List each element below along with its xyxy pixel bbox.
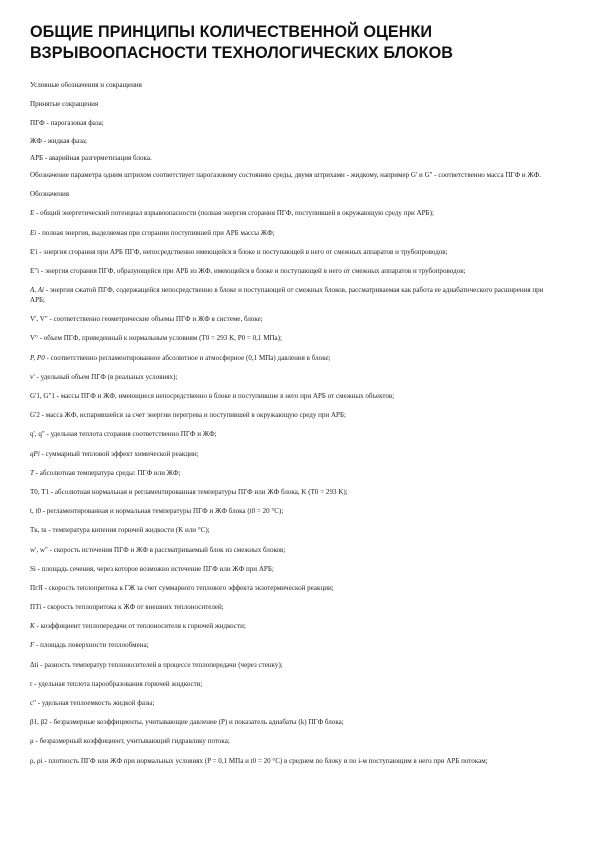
paragraph-text: G'1, G"1 - массы ПГФ и ЖФ, имеющиеся непосредственно в блоке и поступившие в него при АРБ от смежных объектов;	[30, 392, 395, 400]
notation-symbol: E	[30, 209, 35, 218]
document-paragraph	[30, 170, 559, 180]
paragraph-text: - полная энергия, выделяемая при сгорании поступившей при АРБ массы ЖФ;	[36, 228, 275, 237]
paragraph-text: - площадь поверхности теплообмена;	[34, 641, 149, 650]
paragraph-text: АРБ - аварийная разгерметизация блока.	[30, 153, 152, 162]
paragraph-text: q', q" - удельная теплота сгорания соответственно ПГФ и ЖФ;	[30, 430, 217, 439]
document-paragraph	[30, 525, 559, 535]
document-paragraph	[30, 189, 559, 199]
document-paragraph	[30, 583, 559, 593]
document-paragraph	[30, 266, 559, 276]
document-paragraph	[30, 353, 559, 363]
paragraph-text: - абсолютная температура среды: ПГФ или ЖФ;	[33, 468, 181, 477]
document-paragraph	[30, 679, 559, 689]
paragraph-text: r - удельная теплота парообразования горючей жидкости;	[30, 679, 203, 688]
paragraph-text: T0, T1 - абсолютная нормальная и регламентированная температуры ПГФ или ЖФ блока, K (T0 = 293 K);	[30, 487, 348, 496]
document-title	[30, 22, 559, 64]
paragraph-text: Обозначения	[30, 190, 70, 199]
paragraph-text: Tк, tк - температура кипения горючей жидкости (K или °C);	[30, 526, 210, 535]
paragraph-text: v' - удельный объем ПГФ (в реальных условиях);	[30, 372, 178, 381]
paragraph-text: G'2 - масса ЖФ, испарившейся за счет энергии перегрева и поступившей в окружающую среду при АРБ;	[30, 411, 346, 420]
document-paragraph	[30, 756, 559, 766]
document-paragraph	[30, 153, 559, 163]
notation-symbol: T	[30, 468, 34, 477]
document-paragraph	[30, 487, 559, 497]
notation-symbol: K	[30, 622, 35, 631]
document-paragraph	[30, 314, 559, 324]
document-paragraph	[30, 564, 559, 574]
notation-symbol: P, P0	[30, 353, 45, 362]
document-paragraph	[30, 621, 559, 631]
paragraph-text: - суммарный тепловой эффект химической реакции;	[39, 449, 199, 458]
document-body	[30, 80, 559, 766]
document-paragraph	[30, 602, 559, 612]
document-paragraph	[30, 429, 559, 439]
document-paragraph	[30, 285, 559, 305]
paragraph-text: ПгЯ - скорость теплопритока к ГЖ за счет суммарного теплового эффекта экзотермической реакции;	[30, 583, 334, 592]
paragraph-text: t, t0 - регламентированная и нормальная температуры ПГФ и ЖФ блока (t0 = 20 °C);	[30, 507, 284, 516]
document-paragraph	[30, 99, 559, 109]
paragraph-text: - соответственно регламентированное абсолютное и атмосферное (0,1 МПа) давления в блоке;	[44, 353, 331, 362]
paragraph-text: β1, β2 - безразмерные коэффициенты, учитывающие давление (P) и показатель адиабаты (k) ПГФ блока;	[30, 718, 344, 727]
document-paragraph	[30, 391, 559, 401]
paragraph-text: ρ, ρi - плотность ПГФ или ЖФ при нормальных условиях (P = 0,1 МПа и t0 = 20 °C) в среднем по блоку и по i-м поступающим в него при АРБ потокам;	[30, 756, 488, 765]
paragraph-text: ПТi - скорость теплопритока к ЖФ от внешних теплоносителей;	[30, 603, 224, 612]
document-paragraph	[30, 118, 559, 128]
paragraph-text: - коэффициент теплопередачи от теплоносителя к горючей жидкости;	[34, 622, 246, 631]
notation-symbol: Ei	[30, 228, 37, 237]
document-paragraph	[30, 372, 559, 382]
paragraph-text: Принятые сокращения	[30, 100, 99, 109]
document-paragraph	[30, 136, 559, 146]
notation-symbol: qPi	[30, 449, 40, 458]
document-paragraph	[30, 468, 559, 478]
paragraph-text: Обозначение параметра одним штрихом соответствует парогазовому состоянию среды, двумя штрихами - жидкому, например G' и G" - соответственно масса ПГФ и ЖФ.	[30, 170, 542, 179]
document-paragraph	[30, 717, 559, 727]
document-paragraph	[30, 660, 559, 670]
paragraph-text: Условные обозначения и сокращения	[30, 81, 142, 89]
document-paragraph	[30, 80, 559, 90]
paragraph-text: E'i - энергия сгорания при АРБ ПГФ, непосредственно имеющейся в блоке и поступающей в него от смежных аппаратов и трубопроводов;	[30, 247, 448, 256]
paragraph-text: - общий энергетический потенциал взрывоопасности (полная энергия сгорания ПГФ, поступившей в окружающую среду при АРБ);	[34, 209, 434, 218]
title-line-2: ВЗРЫВООПАСНОСТИ ТЕХНОЛОГИЧЕСКИХ БЛОКОВ	[30, 44, 453, 62]
paragraph-text: ПГФ - парогазовая фаза;	[30, 119, 104, 128]
paragraph-text: V', V" - соответственно геометрические объемы ПГФ и ЖФ в системе, блоке;	[30, 315, 263, 324]
paragraph-text: c" - удельная теплоемкость жидкой фазы;	[30, 699, 155, 707]
document-paragraph	[30, 208, 559, 218]
notation-symbol: F	[30, 641, 35, 650]
document-paragraph	[30, 640, 559, 650]
notation-symbol: A, Ai	[30, 286, 44, 295]
paragraph-text: Δti - разность температур теплоносителей в процессе теплопередачи (через стенку);	[30, 660, 283, 669]
paragraph-text: - энергия сжатой ПГФ, содержащейся непосредственно в блоке и поступающей от смежных блоков, рассматриваемая как работа ее адиабатического расширения при АРБ;	[30, 286, 544, 305]
document-paragraph	[30, 410, 559, 420]
paragraph-text: E"i - энергия сгорания ПГФ, образующейся при АРБ из ЖФ, имеющейся в блоке и поступающей в него от смежных аппаратов и трубопроводов;	[30, 266, 466, 275]
document-paragraph	[30, 698, 559, 708]
document-paragraph	[30, 247, 559, 257]
title-line-1: ОБЩИЕ ПРИНЦИПЫ КОЛИЧЕСТВЕННОЙ ОЦЕНКИ	[30, 23, 433, 41]
paragraph-text: V° - объем ПГФ, приведенный к нормальным условиям (T0 = 293 K, P0 = 0,1 МПа);	[30, 334, 282, 343]
document-paragraph	[30, 449, 559, 459]
document-paragraph	[30, 506, 559, 516]
document-paragraph	[30, 736, 559, 746]
paragraph-text: w', w" - скорость истечения ПГФ и ЖФ в рассматриваемый блок из смежных блоков;	[30, 545, 286, 554]
document-paragraph	[30, 545, 559, 555]
paragraph-text: μ - безразмерный коэффициент, учитывающий гидравлику потока;	[30, 737, 230, 746]
paragraph-text: Si - площадь сечения, через которое возможно истечение ПГФ или ЖФ при АРБ;	[30, 564, 274, 573]
paragraph-text: ЖФ - жидкая фаза;	[30, 136, 87, 145]
document-paragraph	[30, 228, 559, 238]
document-paragraph	[30, 333, 559, 343]
